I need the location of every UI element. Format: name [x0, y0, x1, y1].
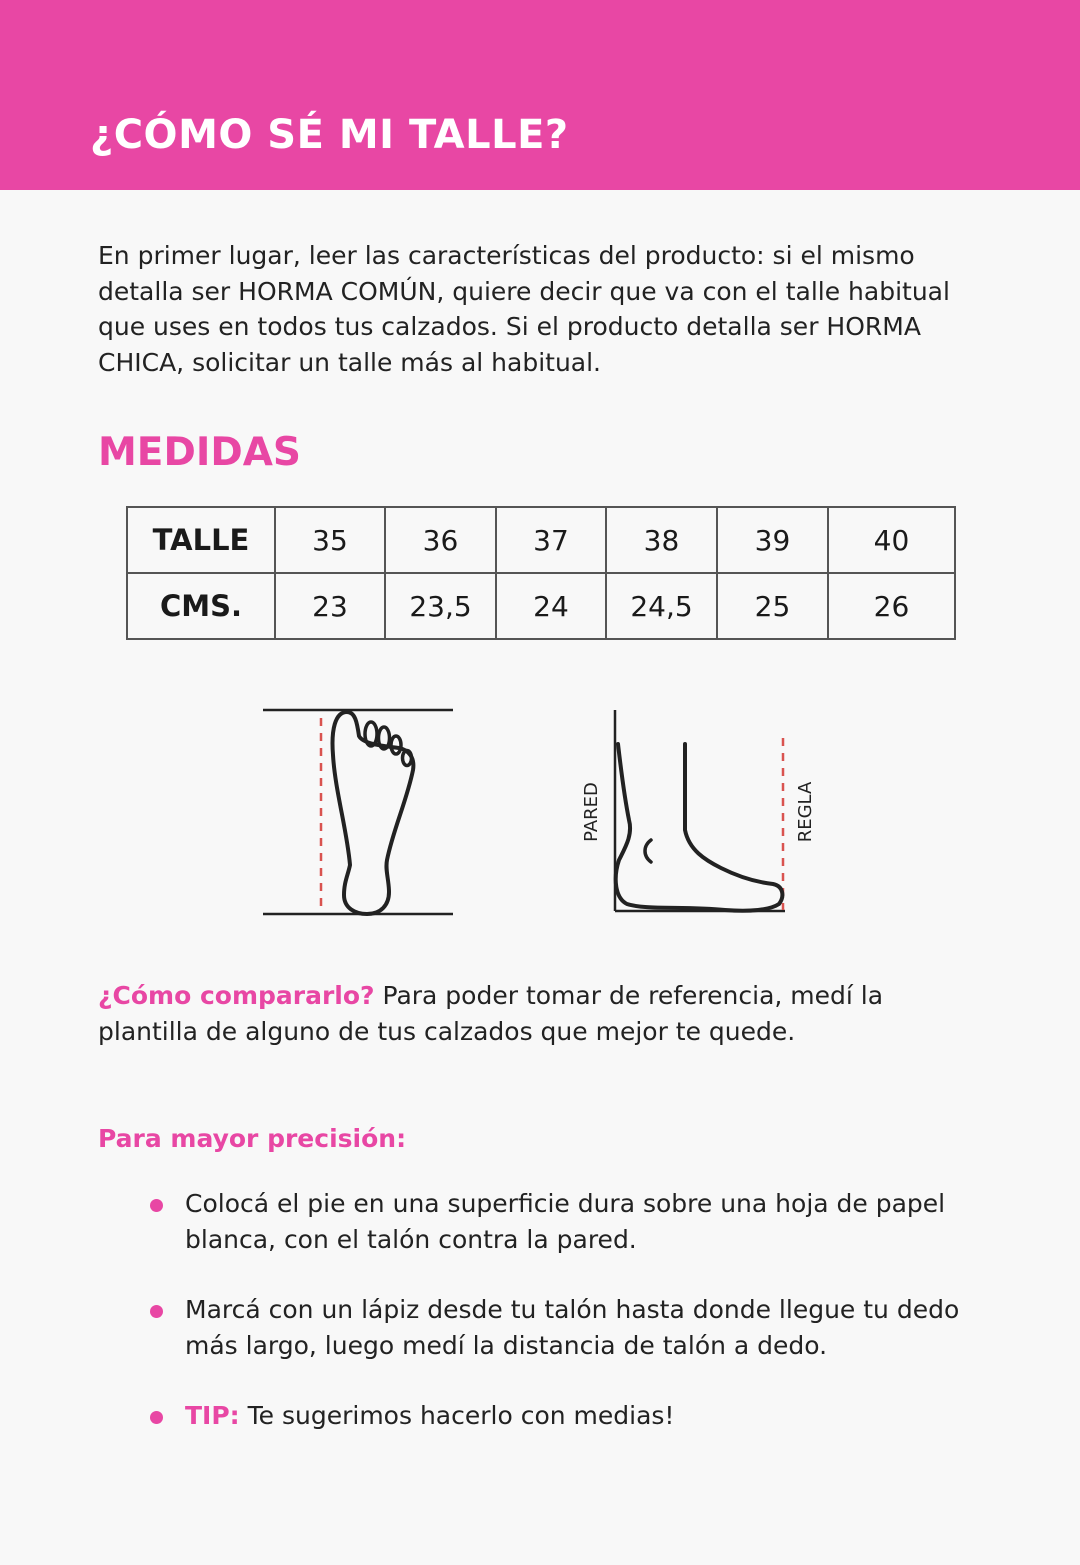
- list-item-text: Marcá con un lápiz desde tu talón hasta donde llegue tu dedo más largo, luego medí la distancia de talón a dedo.: [185, 1295, 960, 1360]
- list-item-text: Colocá el pie en una superficie dura sobre una hoja de papel blanca, con el talón contra la pared.: [185, 1189, 946, 1254]
- intro-paragraph: En primer lugar, leer las características del producto: si el mismo detalla ser HORMA COMÚN, quiere decir que va con el talle habitual que uses en todos tus calzados. Si el producto detalla ser HORMA CHICA, solicitar un talle más al habitual.: [98, 241, 950, 377]
- precision-title: Para mayor precisión:: [98, 1124, 407, 1153]
- size-table: [126, 506, 956, 640]
- list-item: [150, 1186, 980, 1292]
- wall-label: PARED: [581, 782, 602, 842]
- tip-text: Te sugerimos hacerlo con medias!: [239, 1401, 675, 1430]
- cms-cell: 25: [717, 573, 828, 639]
- page-title: ¿CÓMO SÉ MI TALLE?: [90, 112, 569, 158]
- size-cell: 38: [606, 507, 717, 573]
- measurement-diagram: [255, 700, 835, 925]
- list-item: [150, 1398, 980, 1434]
- ruler-label: REGLA: [795, 781, 816, 843]
- header-banner: [0, 0, 1080, 190]
- size-cell: 36: [385, 507, 496, 573]
- size-cell: 40: [828, 507, 955, 573]
- cms-cell: 23,5: [385, 573, 496, 639]
- tip-label: TIP:: [185, 1401, 240, 1430]
- foot-sole-icon: [263, 710, 453, 914]
- bullet-dot-icon: [150, 1199, 163, 1212]
- cms-cell: 24,5: [606, 573, 717, 639]
- precision-list: [150, 1186, 980, 1434]
- cms-row: [127, 573, 955, 639]
- bullet-dot-icon: [150, 1411, 163, 1424]
- medidas-title: MEDIDAS: [98, 430, 301, 475]
- foot-side-icon: [615, 710, 785, 911]
- compare-lead: ¿Cómo compararlo?: [98, 981, 375, 1010]
- cms-cell: 23: [275, 573, 385, 639]
- cms-header: CMS.: [127, 573, 275, 639]
- list-item: [150, 1292, 980, 1398]
- cms-cell: 24: [496, 573, 606, 639]
- cms-cell: 26: [828, 573, 955, 639]
- compare-text: Para poder tomar de referencia, medí la plantilla de alguno de tus calzados que mejor te quede.: [98, 981, 884, 1046]
- size-cell: 37: [496, 507, 606, 573]
- compare-paragraph: [98, 978, 938, 1050]
- diagram-svg: [255, 700, 835, 925]
- size-cell: 39: [717, 507, 828, 573]
- bullet-dot-icon: [150, 1305, 163, 1318]
- size-cell: 35: [275, 507, 385, 573]
- talle-header: TALLE: [127, 507, 275, 573]
- size-row: [127, 507, 955, 573]
